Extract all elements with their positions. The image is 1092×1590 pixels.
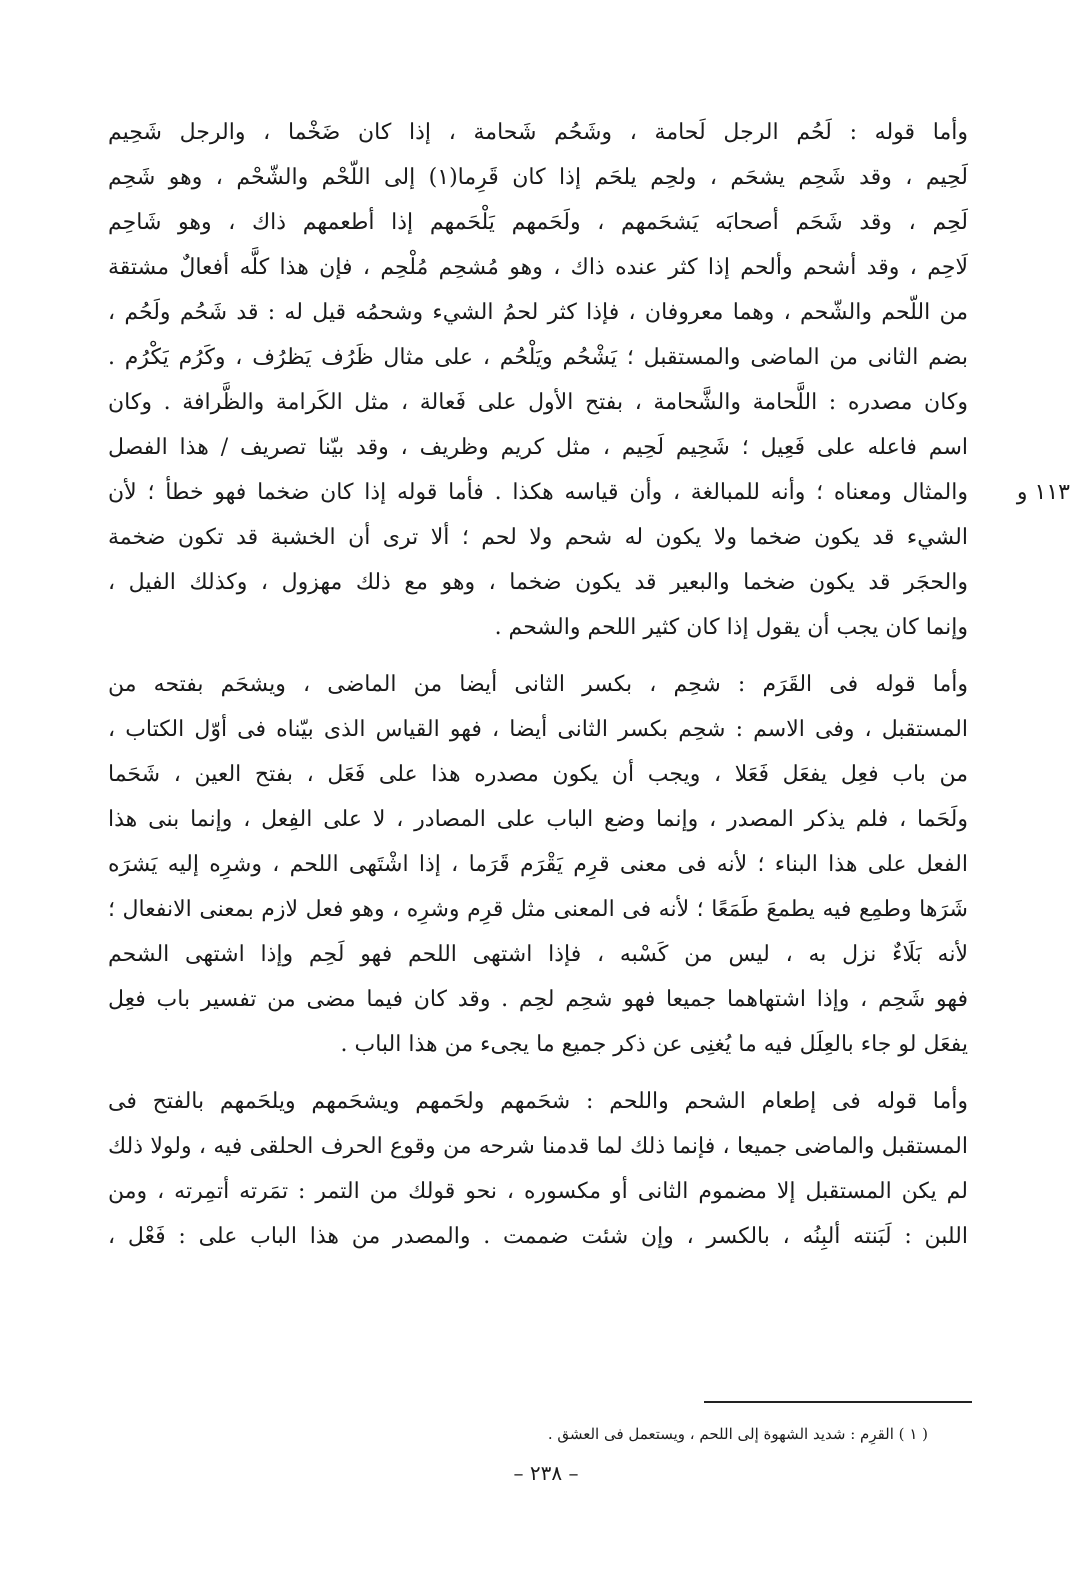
text-line: والحجَر قد يكون ضخما والبعير قد يكون ضخما ، وهو مع ذلك مهزول ، وكذلك الفيل ، [108,570,968,595]
text-line: اللبن : لَبَنته ألبِنُه ، بالكسر ، وإن شئت ضممت . والمصدر من هذا الباب على : فَعْل ، [108,1224,968,1249]
text-line: والمثال ومعناه ؛ وأنه للمبالغة ، وأن قياسه هكذا . فأما قوله إذا كان ضخما فهو خطأ ؛ لأن [108,480,968,505]
text-line: اسم فاعله على فَعِيل ؛ شَحِيم لَحِيم ، مثل كريم وظريف ، وقد بيّنا تصريف / هذا الفصل [108,435,968,460]
text-line: المستقبل ، وفى الاسم : شحِم بكسر الثانى أيضا ، فهو القياس الذى بيّناه فى أوّل الكتاب ، [108,717,968,742]
text-line: وكان مصدره : اللَّحامة والشَّحامة ، بفتح الأول على فَعالة ، مثل الكَرامة والظَّرافة . وكان [108,390,968,415]
footnote-divider [704,1401,972,1403]
paragraph [108,662,968,1067]
text-line: وأما قوله : لَحُم الرجل لَحامة ، وشَحُم شَحامة ، إذا كان ضَخْما ، والرجل شَحِيم [108,120,968,145]
footnote: ( ١ ) القرِم : شديد الشهوة إلى اللحم ، ويستعمل فى العشق . [547,1425,928,1443]
text-line: لم يكن المستقبل إلا مضموم الثانى أو مكسوره ، نحو قولك من التمر : تمَرته أتمِرته ، ومن [108,1179,968,1204]
text-line: لَحِيم ، وقد شَحِم يشحَم ، ولحِم يلحَم إذا كان قَرِما(١) إلى اللّحْم والشّحْم ، وهو شَحِم [108,165,968,190]
text-line: لَاحِم ، وقد أشحم وألحم إذا كثر عنده ذاك ، وهو مُشحِم مُلْحِم ، فإن هذا كلَّه أفعالٌ مشتقة [108,255,968,280]
text-line: من اللّحم والشّحم ، وهما معروفان ، فإذا كثر لحمُ الشيء وشحمُه قيل له : قد شَحُم ولَحُم ، [108,300,968,325]
text-line: فهو شَحِم ، وإذا اشتهاهما جميعا فهو شحِم لحِم . وقد كان فيما مضى من تفسير باب فعِل [108,987,968,1012]
text-line: الشيء قد يكون ضخما ولا يكون له شحم ولا لحم ؛ ألا ترى أن الخشبة قد تكون ضخمة [108,525,968,550]
paragraph [108,1079,968,1259]
page-number: – ٢٣٨ – [513,1461,579,1485]
text-line: بضم الثانى من الماضى والمستقبل ؛ يَشْحُم ويَلْحُم ، على مثال ظَرُف يَظرُف ، وكَرُم يَكْرُم . [108,345,968,370]
text-line: يفعَل لو جاء بالعِلَل فيه ما يُغنِى عن ذكر جميع ما يجىء من هذا الباب . [340,1032,968,1057]
text-line: الفعل على هذا البناء ؛ لأنه فى معنى قرِم يَقْرَم قَرَما ، إذا اشْتَهى اللحم ، وشرِه إليه يَشرَه [108,852,968,877]
margin-folio-note: ١١٣ و [1016,480,1070,505]
text-line: لَحِم ، وقد شَحَم أصحابَه يَشحَمهم ، ولَحَمهم يَلْحَمهم إذا أطعمهم ذاك ، وهو شَاحِم [108,210,968,235]
text-line: لأنه بَلَاءٌ نزل به ، ليس من كَسْبه ، فإذا اشتهى اللحم فهو لَحِم وإذا اشتهى الشحم [108,942,968,967]
text-line: وإنما كان يجب أن يقول إذا كان كثير اللحم والشحم . [494,615,968,640]
text-line: وأما قوله فى إطعام الشحم واللحم : شحَمهم ولحَمهم ويشحَمهم ويلحَمهم بالفتح فى [108,1089,968,1114]
text-line: ولَحَما ، فلم يذكر المصدر ، وإنما وضع الباب على المصادر ، لا على الفِعل ، وإنما بنى هذا [108,807,968,832]
text-line: شَرَها وطمِع فيه يطمعَ طَمَعًا ؛ لأنه فى المعنى مثل قرِم وشرِه ، وهو فعل لازم بمعنى الانفعال ؛ [108,897,968,922]
text-line: وأما قوله فى القَرَم : شحِم ، بكسر الثانى أيضا من الماضى ، ويشحَم بفتحه من [108,672,968,697]
text-line: المستقبل والماضى جميعا ، فإنما ذلك لما قدمنا شرحه من وقوع الحرف الحلقى فيه ، ولولا ذلك [108,1134,968,1159]
main-text [108,110,968,1259]
text-line: من باب فعِل يفعَل فَعَلا ، ويجب أن يكون مصدره هذا على فَعَل ، بفتح العين ، شَحَما [108,762,968,787]
paragraph [108,110,968,650]
